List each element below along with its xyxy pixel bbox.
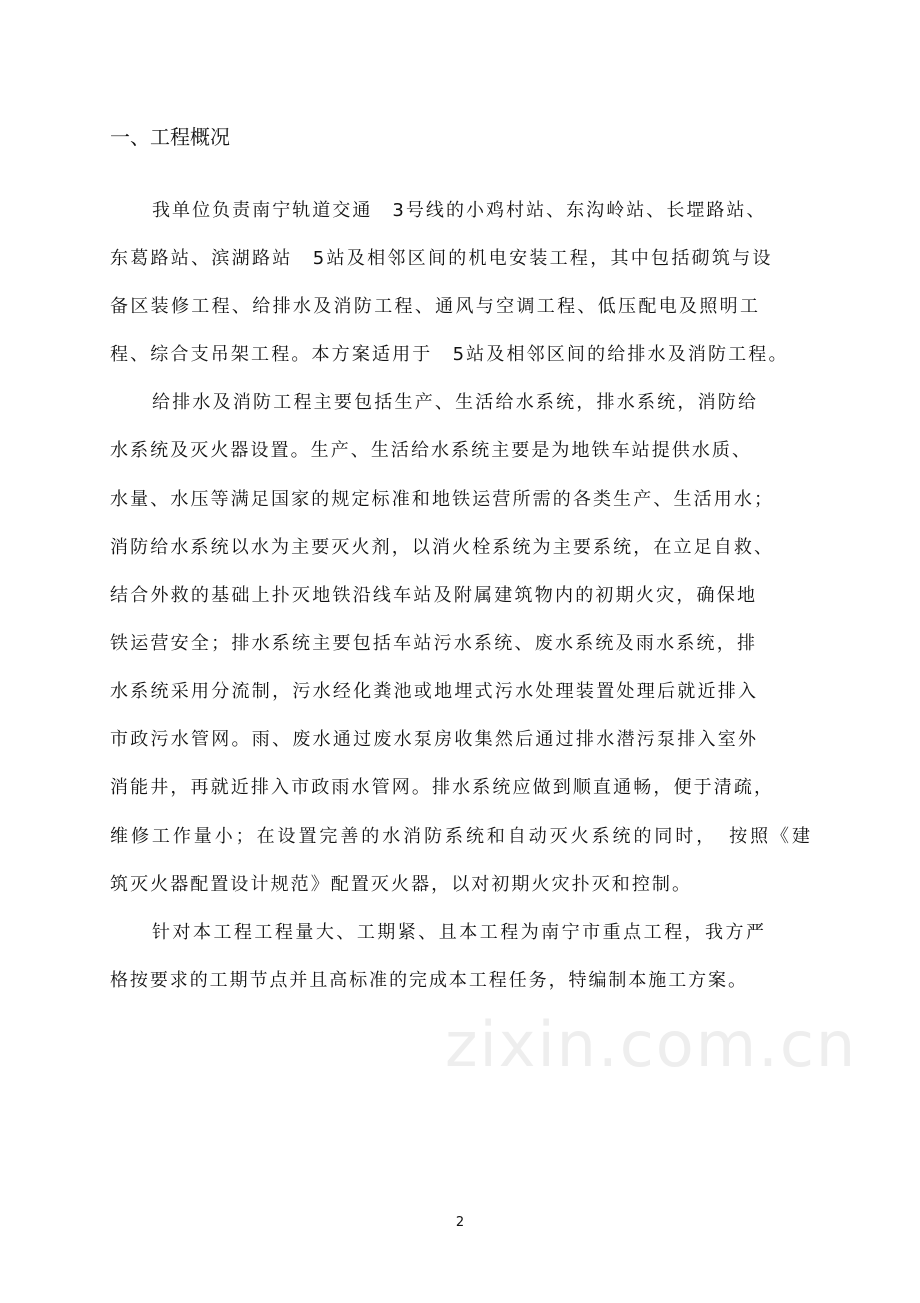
paragraph-line: 结合外救的基础上扑灭地铁沿线车站及附属建筑物内的初期火灾，确保地: [110, 585, 758, 606]
paragraph-line: 筑灭火器配置设计规范》配置灭火器，以对初期火灾扑灭和控制。: [110, 874, 693, 895]
paragraph-line: 消能井，再就近排入市政雨水管网。排水系统应做到顺直通畅，便于清疏，: [110, 777, 775, 798]
paragraph-line: 消防给水系统以水为主要灭火剂，以消火栓系统为主要系统，在立足自救、: [110, 537, 775, 558]
section-heading: 一、工程概况: [110, 125, 230, 149]
paragraph-line: 格按要求的工期节点并且高标准的完成本工程任务，特编制本施工方案。: [110, 970, 748, 991]
paragraph-line: 我单位负责南宁轨道交通 3号线的小鸡村站、东沟岭站、长堽路站、: [152, 200, 767, 221]
page-number: 2: [455, 1215, 465, 1230]
paragraph-line: 水系统采用分流制，污水经化粪池或地埋式污水处理装置处理后就近排入: [110, 681, 759, 702]
paragraph-line: 针对本工程工程量大、工期紧、且本工程为南宁市重点工程，我方严: [152, 922, 767, 943]
paragraph-line: 给排水及消防工程主要包括生产、生活给水系统，排水系统，消防给: [152, 392, 759, 413]
watermark: zixin.com.cn: [445, 1008, 858, 1081]
paragraph-line: 备区装修工程、给排水及消防工程、通风与空调工程、低压配电及照明工: [110, 296, 761, 317]
paragraph-line: 水系统及灭火器设置。生产、生活给水系统主要是为地铁车站提供水质、: [110, 440, 753, 461]
paragraph-line: 东葛路站、滨湖路站 5站及相邻区间的机电安装工程，其中包括砌筑与设: [110, 248, 773, 269]
paragraph-line: 水量、水压等满足国家的规定标准和地铁运营所需的各类生产、生活用水；: [110, 489, 775, 510]
paragraph-line: 维修工作量小；在设置完善的水消防系统和自动灭火系统的同时， 按照《建: [110, 826, 813, 847]
paragraph-line: 铁运营安全；排水系统主要包括车站污水系统、废水系统及雨水系统，排: [110, 633, 758, 654]
paragraph-line: 程、综合支吊架工程。本方案适用于 5站及相邻区间的给排水及消防工程。: [110, 344, 789, 365]
paragraph-line: 市政污水管网。雨、废水通过废水泵房收集然后通过排水潜污泵排入室外: [110, 729, 759, 750]
